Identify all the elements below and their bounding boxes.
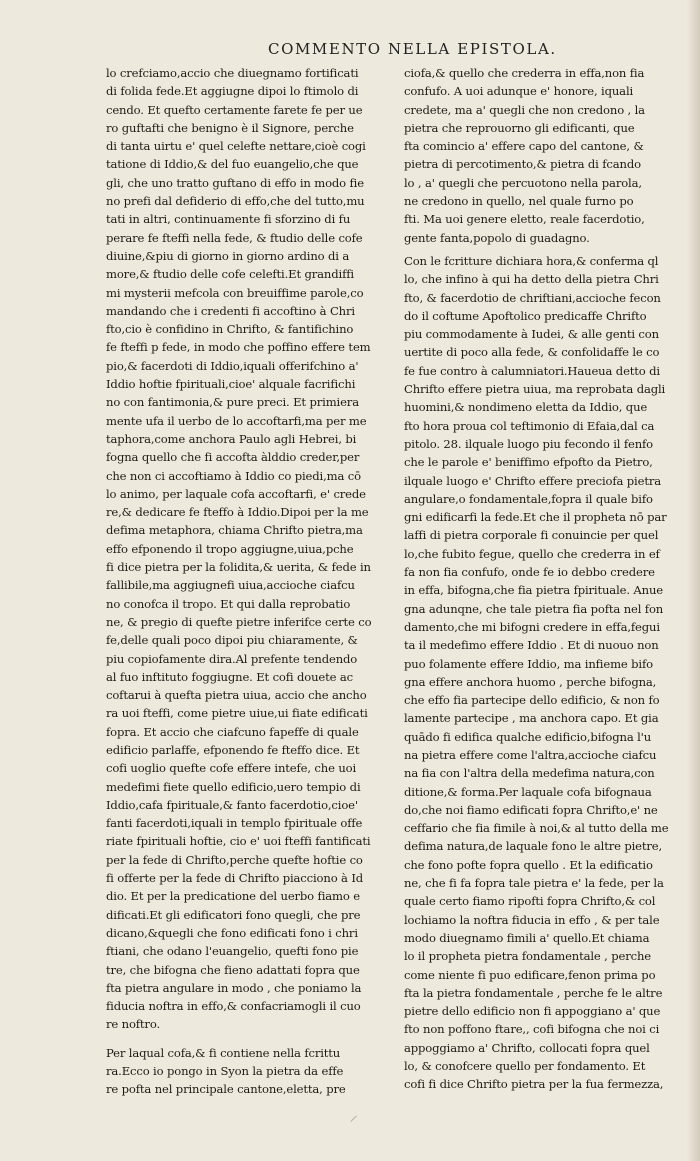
- text-line: Chrifto effere pietra uiua, ma reprobata dagli: [404, 382, 666, 397]
- text-line: lochiamo la noftra fiducia in effo , & per tale: [404, 912, 660, 927]
- text-line: ta il medefimo effere Iddio . Et di nuouo non: [404, 638, 659, 653]
- paragraph: [404, 64, 686, 247]
- text-line: in effa, bifogna,che fia pietra fpirituale. Anue: [404, 583, 663, 598]
- text-line: mandando che i credenti fi accoftino à Chri: [106, 303, 355, 318]
- text-line: pietre dello edificio non fi appoggiano a' que: [404, 1004, 661, 1019]
- text-line: damento,che mi bifogni credere in effa,fegui: [404, 619, 660, 634]
- text-line: pietra che reprouorno gli edificanti, que: [404, 120, 635, 135]
- text-line: ne, & pregio di quefte pietre inferifce certe co: [106, 614, 372, 629]
- text-line: do,che noi fiamo edificati fopra Chrifto,e' ne: [404, 802, 658, 817]
- text-line: edificio parlaffe, efponendo fe fteffo dice. Et: [106, 742, 360, 757]
- text-line: che non ci accoftiamo à Iddio co piedi,ma cō: [106, 468, 361, 483]
- text-line: defima metaphora, chiama Chrifto pietra,ma: [106, 523, 363, 538]
- text-line: na fia con l'altra della medefima natura,con: [404, 766, 655, 781]
- text-line: Con le fcritture dichiara hora,& conferma ql: [404, 253, 659, 268]
- text-line: fallibile,ma aggiugnefi uiua,accioche ciafcu: [106, 578, 355, 593]
- text-line: ditione,& forma.Per laquale cofa bifognaua: [404, 784, 652, 799]
- text-line: fe,delle quali poco dipoi piu chiaramente, &: [106, 633, 358, 648]
- text-line: ceffario che fia fimile à noi,& al tutto della me: [404, 821, 669, 836]
- right-text-column: [404, 64, 686, 1094]
- text-line: di tanta uirtu e' quel celefte nettare,cioè cogi: [106, 139, 366, 154]
- left-text-column: [106, 64, 394, 1099]
- text-line: ne credono in quello, nel quale furno po: [404, 194, 634, 209]
- text-line: Per laqual cofa,& fi contiene nella fcrittu: [106, 1045, 341, 1060]
- text-line: dio. Et per la predicatione del uerbo fiamo e: [106, 889, 360, 904]
- text-line: cofi fi dice Chrifto pietra per la fua fermezza,: [404, 1077, 664, 1092]
- text-line: dicano,&quegli che fono edificati fono i chri: [106, 925, 358, 940]
- text-line: fi dice pietra per la folidita,& uerita, & fede in: [106, 560, 371, 575]
- text-line: dificati.Et gli edificatori fono quegli, che pre: [106, 907, 361, 922]
- text-line: mi mysterii mefcola con breuiffime parole,co: [106, 285, 364, 300]
- text-line: lamente partecipe , ma anchora capo. Et gia: [404, 711, 659, 726]
- text-line: pietra di percotimento,& pietra di fcando: [404, 157, 641, 172]
- text-line: lo il propheta pietra fondamentale , perche: [404, 949, 651, 964]
- text-line: ra uoi fteffi, come pietre uiue,ui fiate edificati: [106, 706, 368, 721]
- text-line: taphora,come anchora Paulo agli Hebrei, bi: [106, 431, 357, 446]
- text-line: fa non fia confufo, onde fe io debbo credere: [404, 565, 655, 580]
- text-line: laffi di pietra corporale fi conuincie per quel: [404, 528, 659, 543]
- text-line: fto, & facerdotio de chriftiani,accioche fecon: [404, 290, 661, 305]
- text-line: fi offerte per la fede di Chrifto piacciono à Id: [106, 871, 364, 886]
- text-line: Iddio,cafa fpirituale,& fanto facerdotio,cioe': [106, 797, 358, 812]
- text-line: ra.Ecco io pongo in Syon la pietra da effe: [106, 1064, 344, 1079]
- text-line: coftarui à quefta pietra uiua, accio che ancho: [106, 688, 367, 703]
- text-line: confufo. A uoi adunque e' honore, iquali: [404, 84, 634, 99]
- text-line: ne, che fi fa fopra tale pietra e' la fede, per la: [404, 876, 664, 891]
- page-mark: [350, 1115, 357, 1122]
- text-line: che fono pofte fopra quello . Et la edificatio: [404, 857, 653, 872]
- text-line: fto non poffono ftare,, cofi bifogna che noi ci: [404, 1022, 660, 1037]
- text-line: ciofa,& quello che crederra in effa,non fia: [404, 66, 645, 80]
- text-line: ro guftafti che benigno è il Signore, perche: [106, 120, 354, 135]
- text-line: do il coftume Apoftolico predicaffe Chrifto: [404, 308, 647, 323]
- text-line: riate fpirituali hoftie, cio e' uoi fteffi fantificati: [106, 834, 371, 849]
- text-line: lo animo, per laquale cofa accoftarfi, e' crede: [106, 486, 366, 501]
- text-line: lo, che infino à qui ha detto della pietra Chri: [404, 272, 659, 287]
- text-line: ilquale luogo e' Chrifto effere preciofa pietra: [404, 473, 661, 488]
- text-line: no conofca il tropo. Et qui dalla reprobatio: [106, 596, 351, 611]
- paragraph: [106, 1044, 394, 1099]
- page-edge-shadow: [686, 0, 700, 1161]
- text-line: re,& dedicare fe fteffo à Iddio.Dipoi per la me: [106, 505, 369, 520]
- text-line: pio,& facerdoti di Iddio,iquali offerifchino a': [106, 358, 359, 373]
- text-line: fanti facerdoti,iquali in templo fpirituale offe: [106, 816, 363, 831]
- text-line: per la fede di Chrifto,perche quefte hoftie co: [106, 852, 363, 867]
- text-line: fta pietra angulare in modo , che poniamo la: [106, 980, 362, 995]
- text-line: fiducia noftra in effo,& confacriamogli il cuo: [106, 999, 361, 1014]
- text-line: tati in altri, continuamente fi sforzino di fu: [106, 212, 351, 227]
- text-line: fto,cio è confidino in Chrifto, & fantifichino: [106, 322, 354, 337]
- text-line: piu copiofamente dira.Al prefente tendendo: [106, 651, 358, 666]
- text-line: more,& ftudio delle cofe celefti.Et grandiffi: [106, 267, 354, 282]
- text-line: fe fue contro à calumniatori.Haueua detto di: [404, 363, 660, 378]
- text-line: puo folamente effere Iddio, ma infieme bifo: [404, 656, 653, 671]
- text-line: effo efponendo il tropo aggiugne,uiua,pche: [106, 541, 354, 556]
- text-line: cofi uoglio quefte cofe effere intefe, che uoi: [106, 761, 357, 776]
- text-line: fogna quello che fi accofta àlddio creder,per: [106, 450, 360, 465]
- text-line: fto hora proua col teftimonio di Efaia,dal ca: [404, 418, 655, 433]
- text-line: appoggiamo a' Chrifto, collocati fopra quel: [404, 1040, 650, 1055]
- text-line: fta la pietra fondamentale , perche fe le altre: [404, 985, 663, 1000]
- paragraph: [106, 64, 394, 1034]
- text-line: gna adunqne, che tale pietra fia pofta nel fon: [404, 601, 664, 616]
- text-line: lo , a' quegli che percuotono nella parola,: [404, 175, 642, 190]
- text-line: re pofta nel principale cantone,eletta, pre: [106, 1082, 346, 1097]
- text-line: lo, & conofcere quello per fondamento. Et: [404, 1059, 646, 1074]
- text-line: Iddio hoftie fpirituali,cioe' alquale facrifichi: [106, 377, 356, 392]
- text-line: come niente fi puo edificare,fenon prima po: [404, 967, 656, 982]
- text-line: defima natura,de laquale fono le altre pietre,: [404, 839, 663, 854]
- text-line: fti. Ma uoi genere eletto, reale facerdotio,: [404, 212, 645, 227]
- text-line: uertite di poco alla fede, & confolidaffe le co: [404, 345, 660, 360]
- text-line: no prefi dal defiderio di effo,che del tutto,mu: [106, 194, 365, 209]
- text-line: ftiani, che odano l'euangelio, quefti fono pie: [106, 944, 359, 959]
- text-line: fta comincio a' effere capo del cantone, &: [404, 139, 644, 154]
- text-line: lo,che fubito fegue, quello che crederra in ef: [404, 546, 660, 561]
- text-line: cendo. Et quefto certamente farete fe per ue: [106, 102, 363, 117]
- running-head: COMMENTO NELLA EPISTOLA.: [268, 40, 557, 58]
- text-line: al fuo inftituto foggiugne. Et cofi douete ac: [106, 669, 353, 684]
- text-line: angulare,o fondamentale,fopra il quale bifo: [404, 491, 653, 506]
- text-line: fopra. Et accio che ciafcuno fapeffe di quale: [106, 724, 359, 739]
- text-line: tre, che bifogna che fieno adattati fopra que: [106, 962, 360, 977]
- text-line: gni edificarfi la fede.Et che il propheta nō par: [404, 510, 667, 525]
- text-line: lo crefciamo,accio che diuegnamo fortificati: [106, 66, 359, 80]
- text-line: tatione di Iddio,& del fuo euangelio,che que: [106, 157, 359, 172]
- text-line: gna effere anchora huomo , perche bifogna,: [404, 674, 657, 689]
- text-line: modo diuegnamo fimili a' quello.Et chiama: [404, 930, 650, 945]
- text-line: gli, che uno tratto guftano di effo in modo fie: [106, 175, 364, 190]
- text-line: piu commodamente à Iudei, & alle genti con: [404, 327, 659, 342]
- text-line: no con fantimonia,& pure preci. Et primiera: [106, 395, 359, 410]
- paragraph: [404, 252, 686, 1094]
- text-line: quādo fi edifica qualche edificio,bifogna l'u: [404, 729, 652, 744]
- text-line: mente ufa il uerbo de lo accoftarfi,ma per me: [106, 413, 367, 428]
- text-line: quale certo fiamo ripofti fopra Chrifto,& col: [404, 894, 656, 909]
- text-line: re noftro.: [106, 1017, 160, 1032]
- text-line: huomini,& nondimeno eletta da Iddio, que: [404, 400, 648, 415]
- text-line: diuine,&piu di giorno in giorno ardino di a: [106, 248, 350, 263]
- text-line: na pietra effere come l'altra,accioche ciafcu: [404, 747, 657, 762]
- text-line: che effo fia partecipe dello edificio, & non fo: [404, 693, 660, 708]
- text-line: fe fteffi p fede, in modo che poffino effere tem: [106, 340, 371, 355]
- text-line: pitolo. 28. ilquale luogo piu fecondo il fenfo: [404, 436, 654, 451]
- text-line: di folida fede.Et aggiugne dipoi lo ftimolo di: [106, 84, 359, 99]
- text-line: gente fanta,popolo di guadagno.: [404, 230, 590, 245]
- text-line: credete, ma a' quegli che non credono , la: [404, 102, 645, 117]
- text-line: medefimi fiete quello edificio,uero tempio di: [106, 779, 361, 794]
- text-line: perare fe fteffi nella fede, & ftudio delle cofe: [106, 230, 363, 245]
- text-line: che le parole e' beniffimo efpofto da Pietro,: [404, 455, 653, 470]
